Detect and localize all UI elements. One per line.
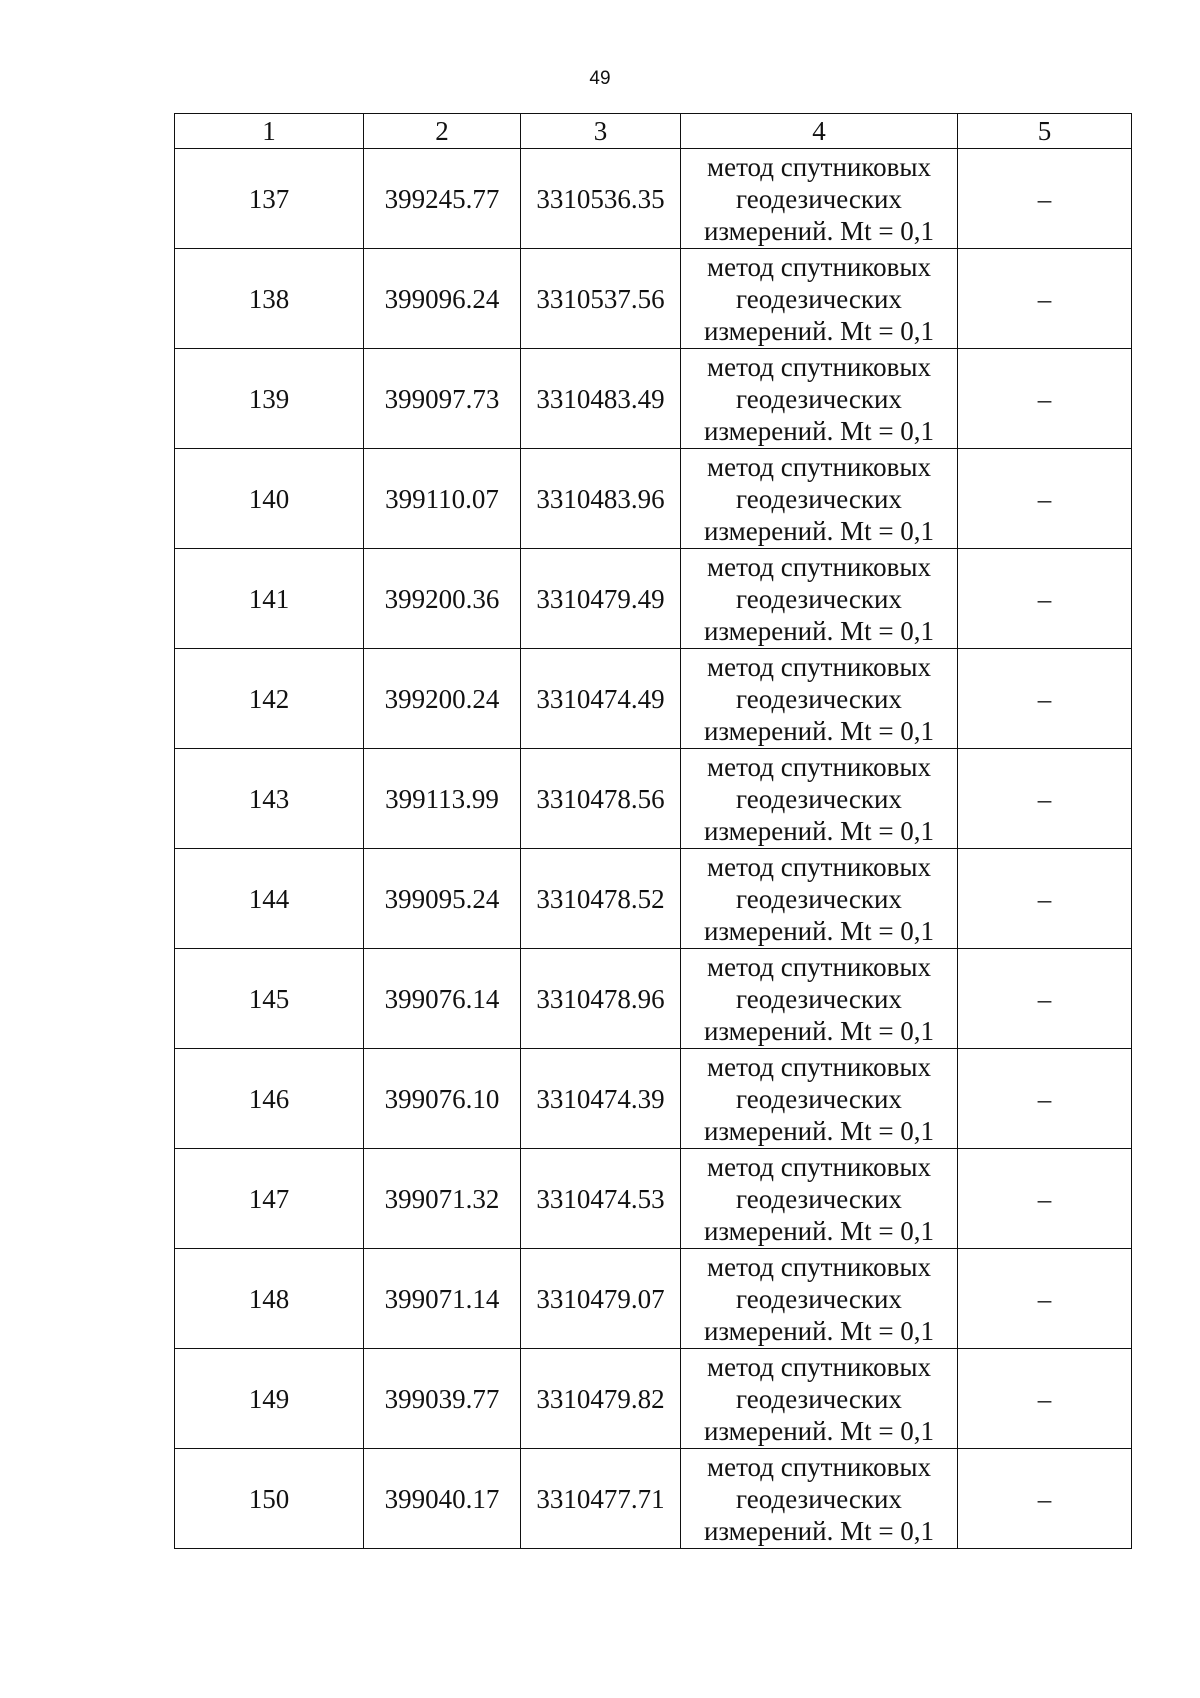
method-line: измерений. Mt = 0,1: [703, 1015, 935, 1046]
note-cell: –: [958, 1349, 1132, 1449]
method-line: геодезических: [736, 1383, 902, 1414]
note-cell: –: [958, 1049, 1132, 1149]
table-row: [175, 549, 1132, 649]
method-line: геодезических: [736, 483, 902, 514]
x-coordinate-cell: 399039.77: [364, 1349, 521, 1449]
y-coordinate-cell: 3310474.53: [521, 1149, 681, 1249]
note-cell: –: [958, 649, 1132, 749]
y-coordinate-cell: 3310483.96: [521, 449, 681, 549]
note-cell: –: [958, 1449, 1132, 1549]
x-coordinate-cell: 399113.99: [364, 749, 521, 849]
method-cell: [681, 1449, 958, 1549]
table-row: [175, 249, 1132, 349]
method-line: геодезических: [736, 383, 902, 414]
x-coordinate-cell: 399097.73: [364, 349, 521, 449]
point-number-cell: 144: [175, 849, 364, 949]
method-line: метод спутниковых: [707, 951, 931, 982]
method-cell: [681, 1349, 958, 1449]
point-number-cell: 147: [175, 1149, 364, 1249]
method-line: измерений. Mt = 0,1: [703, 515, 935, 546]
table-row: [175, 449, 1132, 549]
x-coordinate-cell: 399245.77: [364, 149, 521, 249]
note-cell: –: [958, 549, 1132, 649]
method-line: геодезических: [736, 1483, 902, 1514]
method-line: метод спутниковых: [707, 1251, 931, 1282]
method-cell: [681, 249, 958, 349]
method-line: геодезических: [736, 983, 902, 1014]
method-cell: [681, 749, 958, 849]
method-line: измерений. Mt = 0,1: [703, 415, 935, 446]
method-cell: [681, 649, 958, 749]
point-number-cell: 146: [175, 1049, 364, 1149]
method-line: измерений. Mt = 0,1: [703, 1315, 935, 1346]
point-number-cell: 141: [175, 549, 364, 649]
method-line: геодезических: [736, 1283, 902, 1314]
method-line: метод спутниковых: [707, 851, 931, 882]
x-coordinate-cell: 399040.17: [364, 1449, 521, 1549]
method-line: измерений. Mt = 0,1: [703, 1115, 935, 1146]
y-coordinate-cell: 3310537.56: [521, 249, 681, 349]
note-cell: –: [958, 149, 1132, 249]
table-body: [175, 149, 1132, 1549]
y-coordinate-cell: 3310478.96: [521, 949, 681, 1049]
note-cell: –: [958, 749, 1132, 849]
column-header: 1: [175, 114, 364, 149]
note-cell: –: [958, 249, 1132, 349]
method-line: метод спутниковых: [707, 1051, 931, 1082]
x-coordinate-cell: 399096.24: [364, 249, 521, 349]
method-line: метод спутниковых: [707, 451, 931, 482]
method-cell: [681, 149, 958, 249]
point-number-cell: 150: [175, 1449, 364, 1549]
column-header: 3: [521, 114, 681, 149]
method-line: метод спутниковых: [707, 1151, 931, 1182]
table-row: [175, 1049, 1132, 1149]
note-cell: –: [958, 1149, 1132, 1249]
method-cell: [681, 1049, 958, 1149]
method-line: геодезических: [736, 183, 902, 214]
method-line: метод спутниковых: [707, 551, 931, 582]
x-coordinate-cell: 399071.14: [364, 1249, 521, 1349]
method-line: геодезических: [736, 883, 902, 914]
table-row: [175, 649, 1132, 749]
note-cell: –: [958, 949, 1132, 1049]
method-line: метод спутниковых: [707, 1451, 931, 1482]
point-number-cell: 140: [175, 449, 364, 549]
x-coordinate-cell: 399095.24: [364, 849, 521, 949]
coordinates-table: [174, 113, 1132, 1549]
table-row: [175, 149, 1132, 249]
note-cell: –: [958, 449, 1132, 549]
method-line: геодезических: [736, 1183, 902, 1214]
method-line: метод спутниковых: [707, 651, 931, 682]
x-coordinate-cell: 399110.07: [364, 449, 521, 549]
method-line: метод спутниковых: [707, 751, 931, 782]
y-coordinate-cell: 3310479.49: [521, 549, 681, 649]
method-line: измерений. Mt = 0,1: [703, 1215, 935, 1246]
method-line: геодезических: [736, 283, 902, 314]
method-line: измерений. Mt = 0,1: [703, 915, 935, 946]
table-header-row: [175, 114, 1132, 149]
method-line: измерений. Mt = 0,1: [703, 215, 935, 246]
point-number-cell: 149: [175, 1349, 364, 1449]
y-coordinate-cell: 3310478.52: [521, 849, 681, 949]
point-number-cell: 137: [175, 149, 364, 249]
method-line: геодезических: [736, 783, 902, 814]
y-coordinate-cell: 3310474.39: [521, 1049, 681, 1149]
method-line: измерений. Mt = 0,1: [703, 715, 935, 746]
method-cell: [681, 849, 958, 949]
note-cell: –: [958, 1249, 1132, 1349]
table-row: [175, 1149, 1132, 1249]
method-line: метод спутниковых: [707, 251, 931, 282]
x-coordinate-cell: 399076.14: [364, 949, 521, 1049]
column-header: 5: [958, 114, 1132, 149]
x-coordinate-cell: 399076.10: [364, 1049, 521, 1149]
page-number: 49: [589, 68, 611, 89]
note-cell: –: [958, 349, 1132, 449]
y-coordinate-cell: 3310479.82: [521, 1349, 681, 1449]
x-coordinate-cell: 399200.24: [364, 649, 521, 749]
method-line: метод спутниковых: [707, 1351, 931, 1382]
method-line: геодезических: [736, 583, 902, 614]
point-number-cell: 142: [175, 649, 364, 749]
point-number-cell: 143: [175, 749, 364, 849]
y-coordinate-cell: 3310478.56: [521, 749, 681, 849]
method-cell: [681, 1149, 958, 1249]
method-line: измерений. Mt = 0,1: [703, 315, 935, 346]
y-coordinate-cell: 3310483.49: [521, 349, 681, 449]
method-cell: [681, 549, 958, 649]
method-line: геодезических: [736, 683, 902, 714]
y-coordinate-cell: 3310477.71: [521, 1449, 681, 1549]
point-number-cell: 139: [175, 349, 364, 449]
method-line: измерений. Mt = 0,1: [703, 815, 935, 846]
method-line: измерений. Mt = 0,1: [703, 1415, 935, 1446]
note-cell: –: [958, 849, 1132, 949]
method-cell: [681, 449, 958, 549]
x-coordinate-cell: 399200.36: [364, 549, 521, 649]
table-row: [175, 349, 1132, 449]
method-cell: [681, 349, 958, 449]
method-line: метод спутниковых: [707, 151, 931, 182]
table-row: [175, 1349, 1132, 1449]
point-number-cell: 138: [175, 249, 364, 349]
method-line: измерений. Mt = 0,1: [703, 1515, 935, 1546]
point-number-cell: 145: [175, 949, 364, 1049]
column-header: 4: [681, 114, 958, 149]
table-row: [175, 949, 1132, 1049]
method-line: измерений. Mt = 0,1: [703, 615, 935, 646]
table-row: [175, 849, 1132, 949]
column-header: 2: [364, 114, 521, 149]
x-coordinate-cell: 399071.32: [364, 1149, 521, 1249]
table-row: [175, 1449, 1132, 1549]
method-cell: [681, 949, 958, 1049]
table-row: [175, 749, 1132, 849]
method-line: метод спутниковых: [707, 351, 931, 382]
method-line: геодезических: [736, 1083, 902, 1114]
y-coordinate-cell: 3310479.07: [521, 1249, 681, 1349]
y-coordinate-cell: 3310536.35: [521, 149, 681, 249]
y-coordinate-cell: 3310474.49: [521, 649, 681, 749]
point-number-cell: 148: [175, 1249, 364, 1349]
method-cell: [681, 1249, 958, 1349]
table-row: [175, 1249, 1132, 1349]
